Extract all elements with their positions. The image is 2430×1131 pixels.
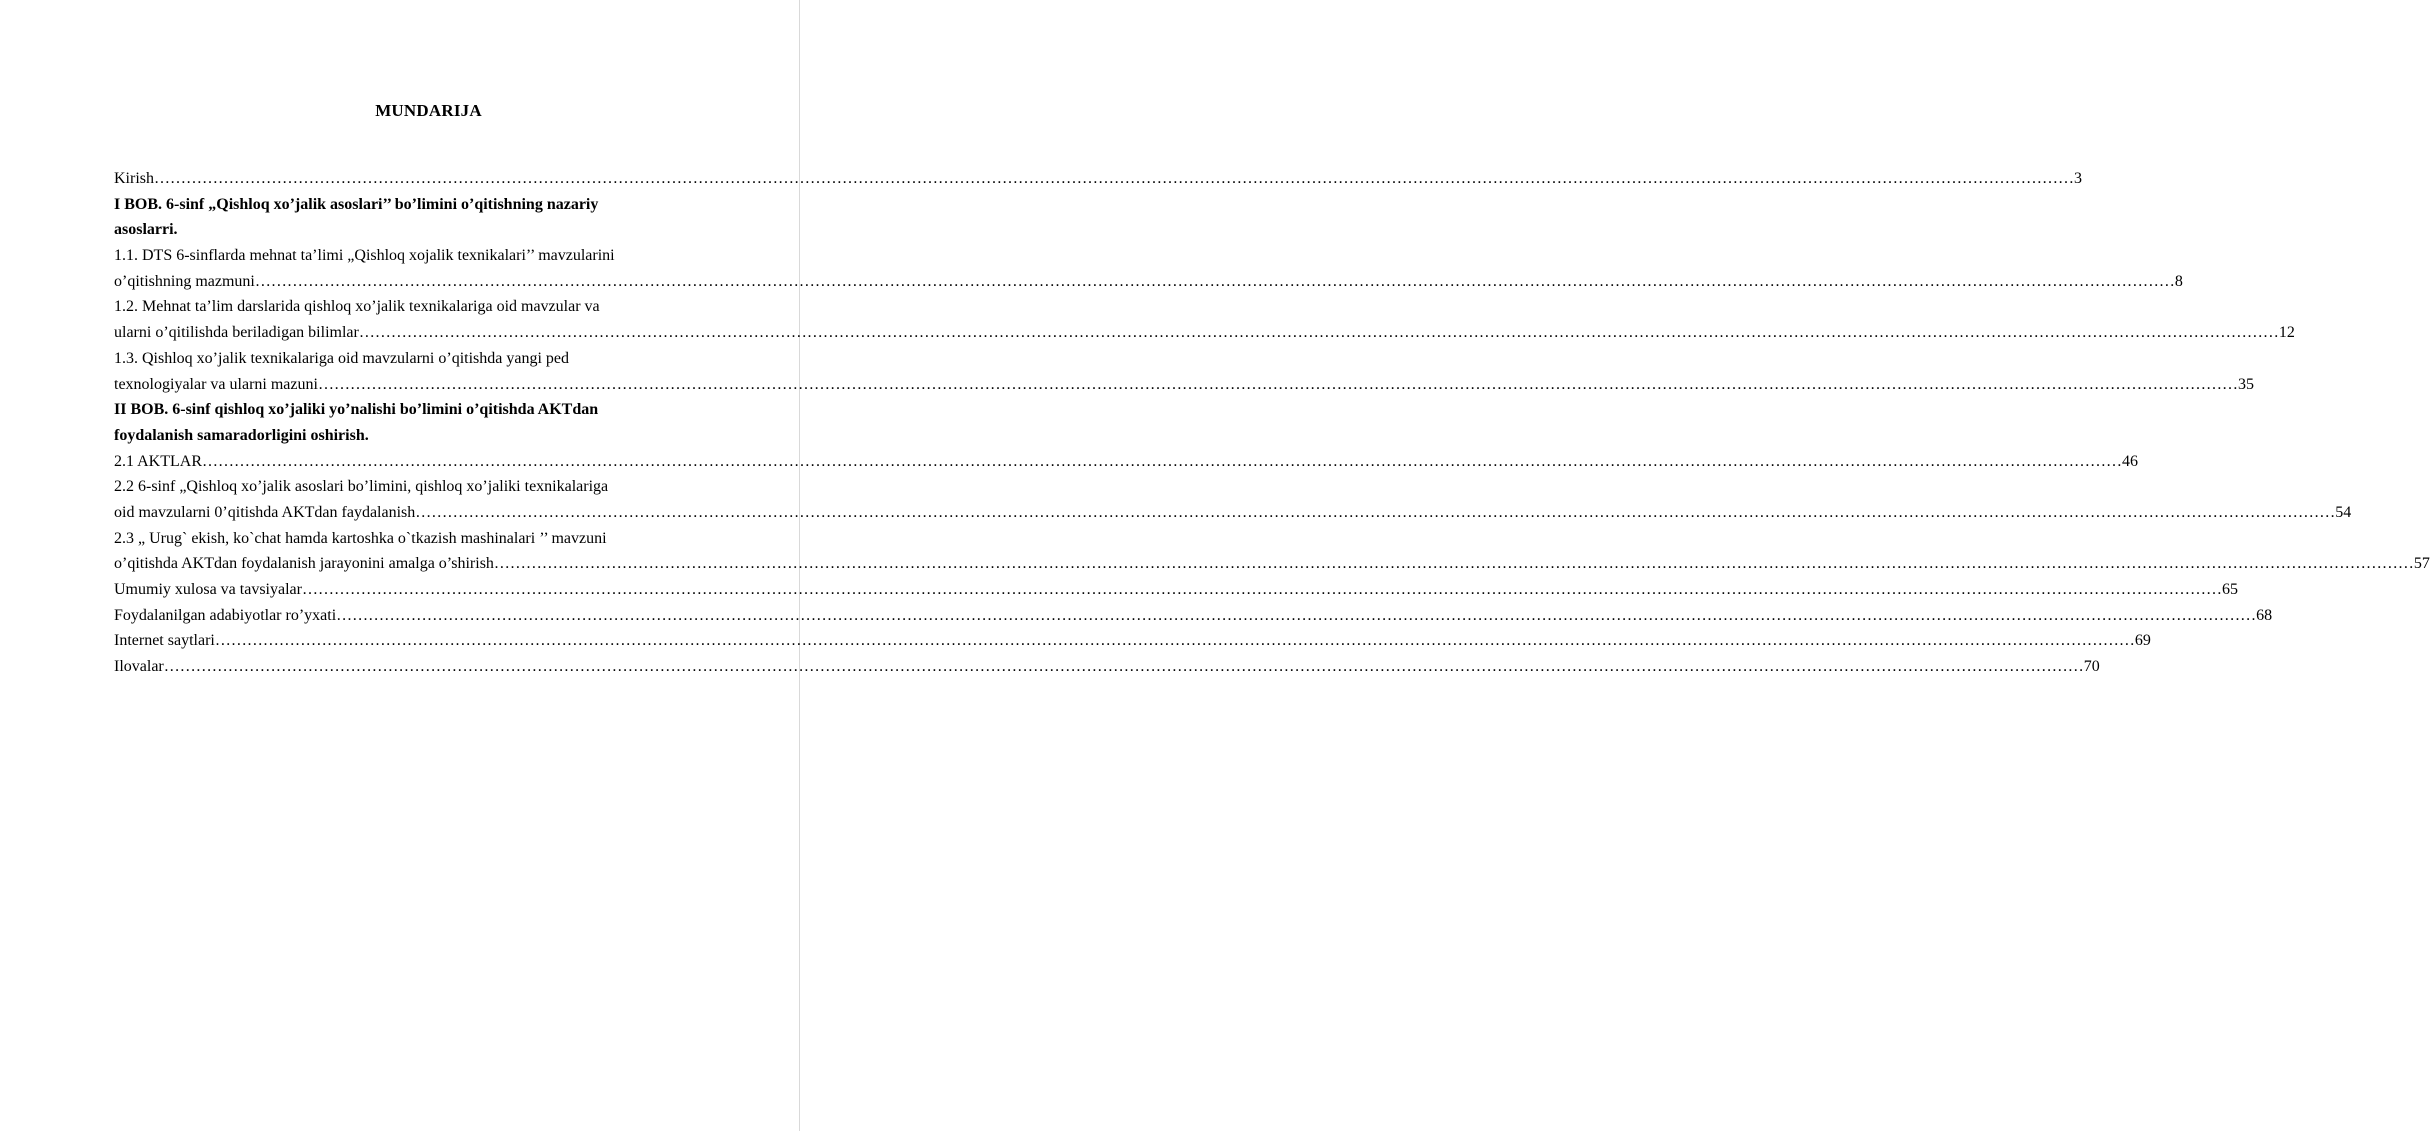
toc-entry-text-line: 2.3 „ Urug` ekish, ko`chat hamda kartoshka o`tkazish mashinalari ’’ mavzuni — [114, 529, 607, 547]
toc-entry — [114, 166, 2082, 192]
page-number: 68 — [2256, 606, 2273, 624]
toc-entry-last-line — [114, 320, 2295, 346]
toc-entry — [114, 628, 2151, 654]
toc-entry-text-line: 1.1. DTS 6-sinflarda mehnat ta’limi „Qishloq xojalik texnikalari’’ mavzularini — [114, 247, 615, 265]
toc-entry-label: Internet saytlari……………………………………………………………………………………………………………………………………………………………………………………………………………………………………………………………………………………………………………………………… — [114, 632, 2135, 650]
toc-entry-last-line — [114, 551, 2430, 577]
dot-leader: ……………………………………………………………………………………………………………………………………………………………………………………………………………………………………………………………………………………………………………………………… — [214, 632, 2135, 650]
dot-leader: ……………………………………………………………………………………………………………………………………………………………………………………………………………………………………………………………………………………………………………………………… — [493, 555, 2414, 573]
toc-entry — [114, 577, 2238, 603]
toc-entry-last-line — [114, 166, 2082, 192]
toc-entry — [114, 449, 2138, 475]
toc-entry — [114, 294, 2295, 345]
dot-leader: ……………………………………………………………………………………………………………………………………………………………………………………………………………………………………………………………………………………………………………………………… — [254, 272, 2175, 290]
toc-entry-last-line — [114, 654, 2100, 680]
toc-entry-last-line — [114, 269, 2183, 295]
toc-entry-text-line: 1.3. Qishloq xo’jalik texnikalariga oid mavzularni o’qitishda yangi ped — [114, 349, 570, 367]
toc-entry-last-line — [114, 372, 2254, 398]
page-number: 8 — [2174, 272, 2183, 290]
toc-entry-text-line: 1.2. Mehnat ta’lim darslarida qishloq xo’jalik texnikalariga oid mavzular va — [114, 298, 600, 316]
toc-entry-label: Umumiy xulosa va tavsiyalar……………………………………………………………………………………………………………………………………………………………………………………………………………………………………………………………………………………………………………………………… — [114, 581, 2222, 598]
page-number: 54 — [2335, 503, 2352, 521]
dot-leader: ……………………………………………………………………………………………………………………………………………………………………………………………………………………………………………………………………………………………………………………………… — [317, 375, 2238, 393]
toc-entry-label: ularni o’qitilishda beriladigan bilimlar……………………………………………………………………………………………………………………………………………………………………………………………………………………………………………………………………………………………………………………………… — [114, 324, 2279, 342]
dot-leader: ……………………………………………………………………………………………………………………………………………………………………………………………………………………………………………………………………………………………………………………………… — [202, 452, 2122, 470]
page-number: 12 — [2278, 324, 2295, 342]
section-heading-line: asoslarri. — [114, 221, 178, 239]
page-number: 70 — [2083, 658, 2100, 676]
page-number: 57 — [2413, 555, 2430, 573]
toc-entry — [114, 243, 2183, 294]
dot-leader: ……………………………………………………………………………………………………………………………………………………………………………………………………………………………………………………………………………………………………………………………… — [163, 658, 2084, 676]
dot-leader: ……………………………………………………………………………………………………………………………………………………………………………………………………………………………………………………………………………………………………………………………… — [415, 503, 2336, 521]
dot-leader: ……………………………………………………………………………………………………………………………………………………………………………………………………………………………………………………………………………………………………………………………… — [301, 581, 2222, 598]
section-heading-line: I BOB. 6-sinf „Qishloq xo’jalik asoslari’’ bo’limini o’qitishning nazariy — [114, 195, 599, 213]
toc-entry — [114, 346, 2254, 397]
page-number: 65 — [2221, 581, 2238, 598]
toc-entry-last-line — [114, 500, 2352, 526]
toc-entry-text-line: 2.2 6-sinf „Qishloq xo’jalik asoslari bo’limini, qishloq xo’jaliki texnikalariga — [114, 478, 609, 496]
page-number: 35 — [2237, 375, 2254, 393]
toc-entry-label: o’qitishning mazmuni……………………………………………………………………………………………………………………………………………………………………………………………………………………………………………………………………………………………………………………………… — [114, 272, 2175, 290]
section-heading-line: foydalanish samaradorligini oshirish. — [114, 426, 369, 444]
toc-entry — [114, 603, 2273, 629]
toc-entry-label: 2.1 AKTLAR……………………………………………………………………………………………………………………………………………………………………………………………………………………………………………………………………………………………………………………………… — [114, 452, 2122, 470]
toc-entry — [114, 654, 2100, 680]
page-title: MUNDARIJA — [375, 101, 482, 120]
page-number: 46 — [2122, 452, 2138, 470]
dot-leader: ……………………………………………………………………………………………………………………………………………………………………………………………………………………………………………………………………………………………………………………………… — [358, 324, 2279, 342]
toc-entry-label: o’qitishda AKTdan foydalanish jarayonini amalga o’shirish……………………………………………………………………………………………………………………………………………………………………………………………………………………………………………………………………………………………………………………………… — [114, 555, 2414, 573]
dot-leader: ……………………………………………………………………………………………………………………………………………………………………………………………………………………………………………………………………………………………………………………………… — [154, 170, 2074, 187]
toc-entry — [114, 474, 2352, 525]
toc-entry-last-line — [114, 603, 2273, 629]
toc-entry-label: Foydalanilgan adabiyotlar ro’yxati……………………………………………………………………………………………………………………………………………………………………………………………………………………………………………………………………………………………………………………………… — [114, 606, 2257, 624]
toc-entry — [114, 192, 740, 243]
toc-entry — [114, 397, 740, 448]
toc-entry-label: oid mavzularni 0’qitishda AKTdan faydalanish……………………………………………………………………………………………………………………………………………………………………………………………………………………………………………………………………………………………………………………………… — [114, 503, 2336, 521]
toc-entry-label: Kirish……………………………………………………………………………………………………………………………………………………………………………………………………………………………………………………………………………………………………………………………… — [114, 170, 2074, 187]
table-of-contents — [114, 166, 2430, 680]
toc-entry — [114, 526, 2430, 577]
page-number: 69 — [2134, 632, 2151, 650]
toc-entry-last-line — [114, 628, 2151, 654]
toc-entry-label: Ilovalar……………………………………………………………………………………………………………………………………………………………………………………………………………………………………………………………………………………………………………………………… — [114, 658, 2084, 676]
toc-entry-last-line — [114, 449, 2138, 475]
toc-entry-label: texnologiyalar va ularni mazuni……………………………………………………………………………………………………………………………………………………………………………………………………………………………………………………………………………………………………………………………… — [114, 375, 2238, 393]
page-number: 3 — [2074, 170, 2082, 187]
toc-entry-last-line — [114, 577, 2238, 603]
dot-leader: ……………………………………………………………………………………………………………………………………………………………………………………………………………………………………………………………………………………………………………………………… — [336, 606, 2257, 624]
section-heading-line: II BOB. 6-sinf qishloq xo’jaliki yo’nalishi bo’limini o’qitishda AKTdan — [114, 401, 599, 419]
